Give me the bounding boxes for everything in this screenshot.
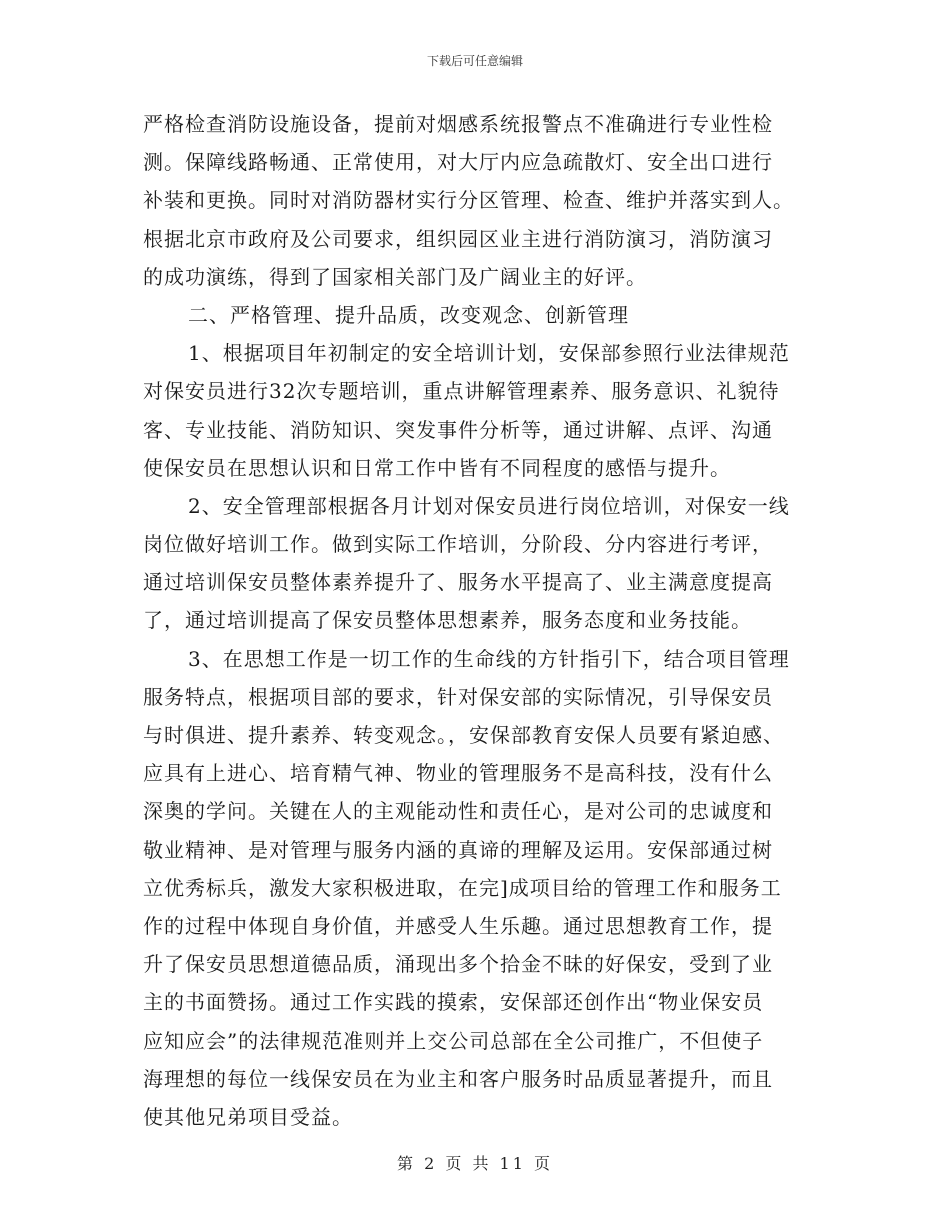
text-line: 补装和更换。同时对消防器材实行分区管理、检查、维护并落实到人。	[143, 188, 794, 213]
text-line: 根据北京市政府及公司要求，组织园区业主进行消防演习，消防演习	[143, 226, 773, 251]
text-line: 通过培训保安员整体素养提升了、服务水平提高了、业主满意度提高	[143, 570, 773, 595]
page-number: 第 2 页 共 11 页	[397, 1154, 553, 1173]
text-line: 了，通过培训提高了保安员整体思想素养，服务态度和业务技能。	[143, 608, 752, 633]
text-line: 3、在思想工作是一切工作的生命线的方针指引下，结合项目管理	[188, 646, 790, 671]
body-text	[143, 105, 808, 1136]
text-line: 主的书面赞扬。通过工作实践的摸索，安保部还创作出“物业保安员	[143, 990, 764, 1015]
text-line: 升了保安员思想道德品质，涌现出多个拾金不昧的好保安，受到了业	[143, 952, 773, 977]
text-line: 测。保障线路畅通、正常使用，对大厅内应急疏散灯、安全出口进行	[143, 150, 773, 175]
text-line: 应具有上进心、培育精气神、物业的管理服务不是高科技，没有什么	[143, 761, 773, 786]
text-line: 海理想的每位一线保安员在为业主和客户服务时品质显著提升，而且	[143, 1066, 773, 1091]
page-header: 下载后可任意编辑	[426, 54, 523, 68]
text-line: 使保安员在思想认识和日常工作中皆有不同程度的感悟与提升。	[143, 455, 731, 480]
text-line: 客、专业技能、消防知识、突发事件分析等，通过讲解、点评、沟通	[143, 417, 773, 442]
text-line: 服务特点，根据项目部的要求，针对保安部的实际情况，引导保安员	[143, 684, 773, 709]
text-line: 岗位做好培训工作。做到实际工作培训，分阶段、分内容进行考评，	[143, 532, 773, 557]
text-line: 使其他兄弟项目受益。	[143, 1104, 353, 1129]
text-line: 严格检查消防设施设备，提前对烟感系统报警点不准确进行专业性检	[143, 112, 773, 136]
text-line: 1、根据项目年初制定的安全培训计划，安保部参照行业法律规范	[188, 341, 790, 366]
section-heading: 二、严格管理、提升品质，改变观念、创新管理	[188, 302, 629, 327]
text-line: 敬业精神、是对管理与服务内涵的真谛的理解及运用。安保部通过树	[143, 837, 773, 862]
text-line: 立优秀标兵，激发大家积极进取，在完]成项目给的管理工作和服务工	[143, 875, 782, 900]
text-line: 深奥的学问。关键在人的主观能动性和责任心，是对公司的忠诚度和	[143, 799, 773, 824]
text-line: 对保安员进行32次专题培训，重点讲解管理素养、服务意识、礼貌待	[143, 379, 780, 404]
text-line: 应知应会”的法律规范准则并上交公司总部在全公司推广，不但使子	[143, 1028, 764, 1053]
text-line: 作的过程中体现自身价值，并感受人生乐趣。通过思想教育工作，提	[143, 913, 773, 938]
text-line: 的成功演练，得到了国家相关部门及广阔业主的好评。	[143, 264, 647, 289]
text-line: 2、安全管理部根据各月计划对保安员进行岗位培训，对保安一线	[188, 493, 790, 518]
text-line: 与时俱进、提升素养、转变观念。，安保部教育安保人员要有紧迫感、	[143, 723, 784, 747]
